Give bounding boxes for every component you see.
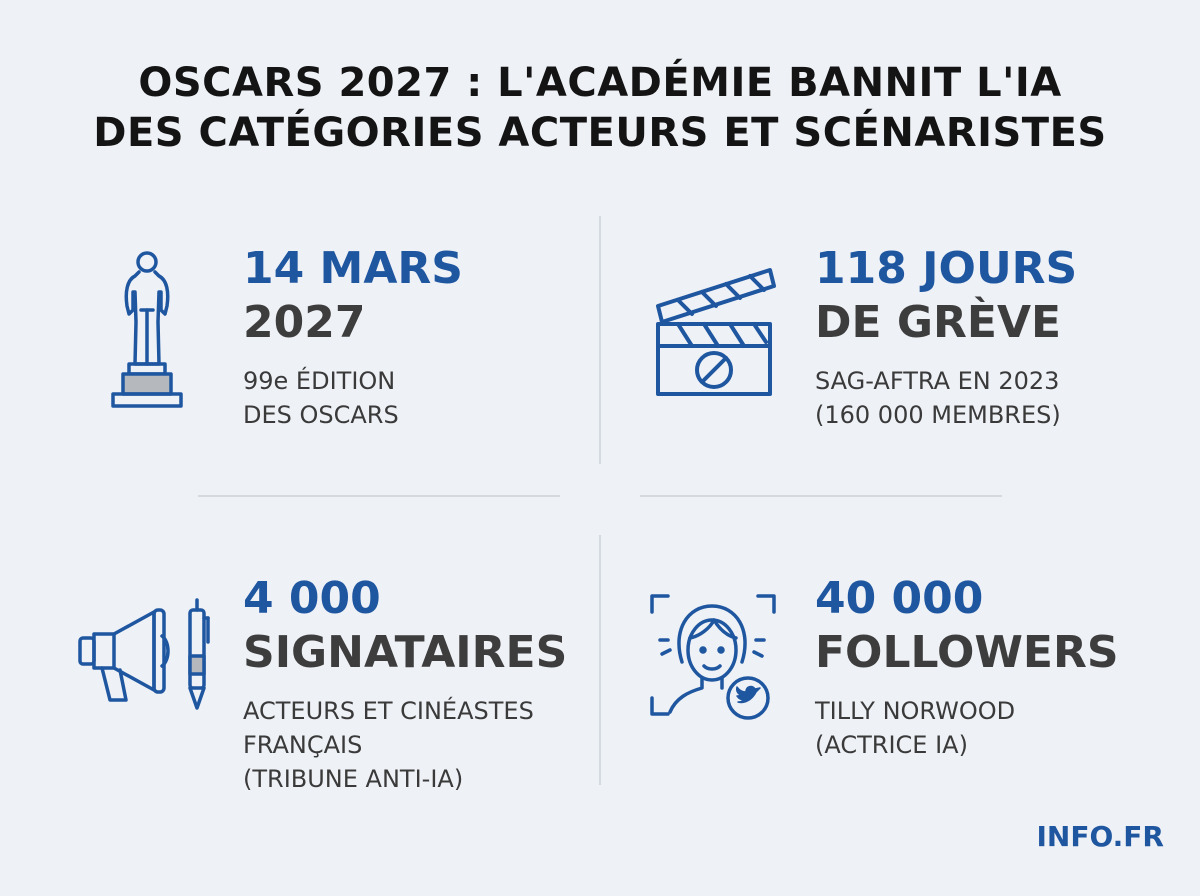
divider-vertical-top (599, 216, 601, 464)
title-line-2: DES CATÉGORIES ACTEURS ET SCÉNARISTES (93, 110, 1107, 156)
stat-headline-secondary: 2027 (243, 297, 366, 348)
stat-strike-days (815, 242, 1077, 432)
oscar-statuette-icon (105, 248, 190, 413)
stat-oscars-date (243, 242, 463, 432)
stat-headline: 40 000 (815, 573, 984, 624)
stat-headline-secondary: FOLLOWERS (815, 627, 1119, 678)
stat-description (243, 364, 463, 432)
stat-headline: 118 JOURS (815, 243, 1078, 294)
stat-description-line: (ACTRICE IA) (815, 731, 968, 759)
title-line-1: OSCARS 2027 : L'ACADÉMIE BANNIT L'IA (138, 60, 1062, 106)
stat-headline-secondary: SIGNATAIRES (243, 627, 568, 678)
stat-headline-secondary: DE GRÈVE (815, 297, 1062, 348)
stat-headline: 4 000 (243, 573, 381, 624)
clapperboard-icon (648, 262, 780, 400)
stat-headline: 14 MARS (243, 243, 463, 294)
stat-description-line: FRANÇAIS (243, 731, 363, 759)
stat-description (243, 694, 567, 796)
source-logo: INFO.FR (1036, 820, 1164, 853)
stat-description-line: DES OSCARS (243, 401, 399, 429)
stat-description-line: 99e ÉDITION (243, 367, 396, 395)
stat-signatories (243, 572, 567, 796)
megaphone-pen-icon (72, 596, 217, 716)
stat-followers (815, 572, 1119, 762)
stat-description-line: ACTEURS ET CINÉASTES (243, 697, 534, 725)
stat-description-line: SAG-AFTRA EN 2023 (815, 367, 1060, 395)
stat-description-line: (TRIBUNE ANTI-IA) (243, 765, 464, 793)
ai-face-icon (648, 590, 783, 725)
divider-horizontal-right (640, 495, 1002, 497)
divider-horizontal-left (198, 495, 560, 497)
page-title (0, 58, 1200, 158)
stat-description-line: (160 000 MEMBRES) (815, 401, 1061, 429)
stat-description (815, 364, 1077, 432)
divider-vertical-bottom (599, 535, 601, 785)
stat-description-line: TILLY NORWOOD (815, 697, 1016, 725)
stat-description (815, 694, 1119, 762)
